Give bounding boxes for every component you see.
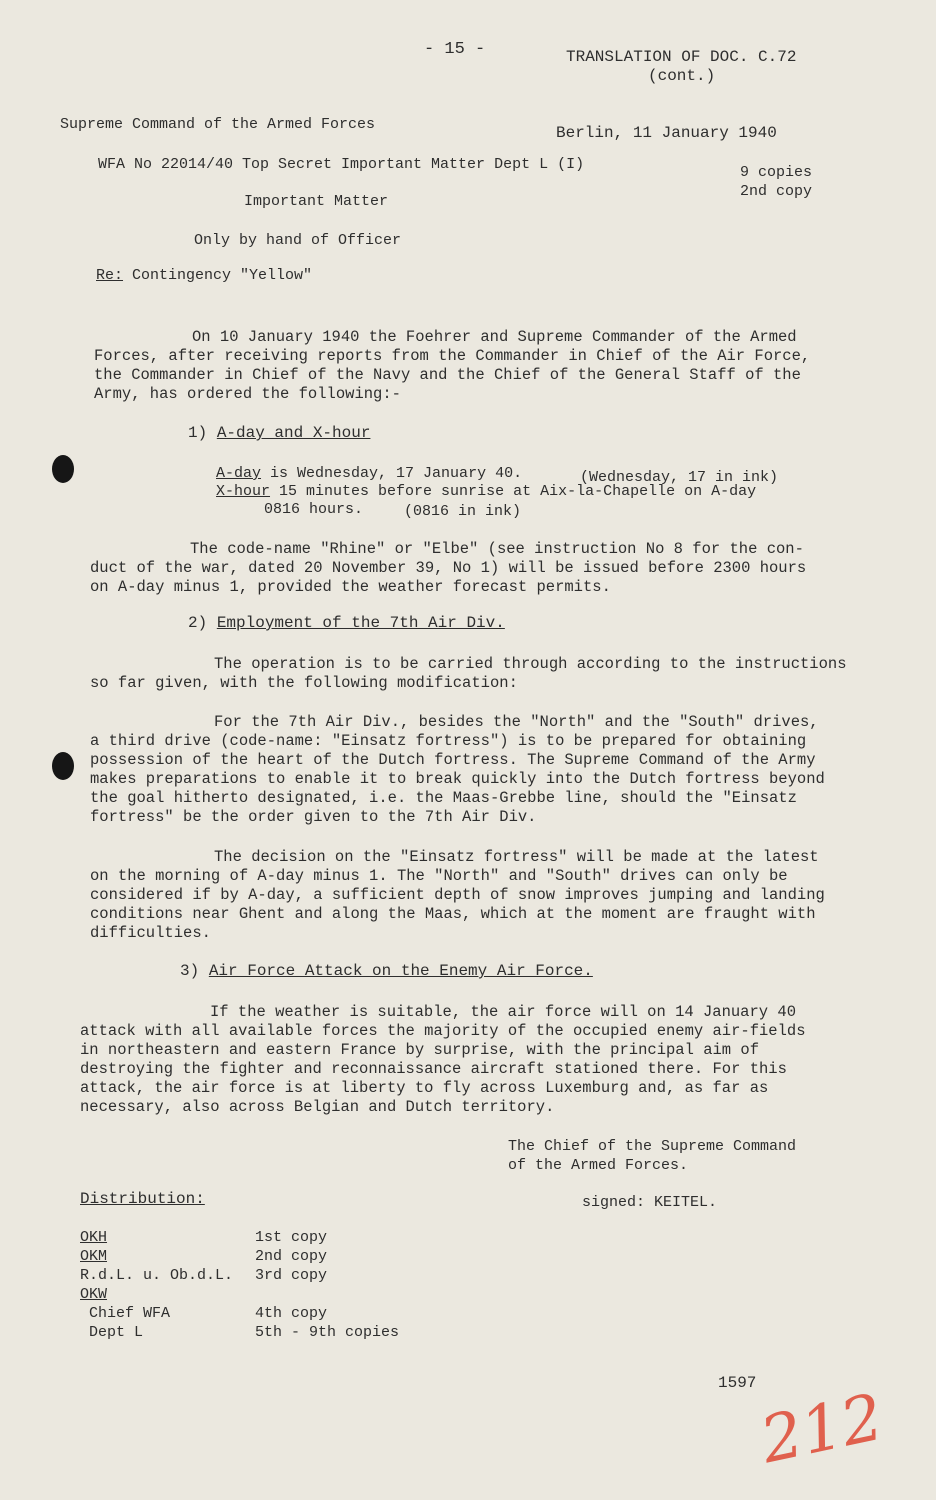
section2-line: difficulties. <box>90 924 211 942</box>
page-number: - 15 - <box>424 40 486 59</box>
aday-line <box>216 465 522 482</box>
section2-line: so far given, with the following modification: <box>90 674 518 692</box>
xhour-time: 0816 hours. <box>264 501 364 518</box>
intro-line: the Commander in Chief of the Navy and the Chief of the General Staff of the <box>94 366 801 384</box>
section2-number: 2) <box>188 614 208 632</box>
distribution-row <box>80 1247 399 1266</box>
section2-title: Employment of the 7th Air Div. <box>216 614 505 632</box>
re-subject: Contingency "Yellow" <box>132 267 313 284</box>
distribution-row <box>80 1285 399 1304</box>
section3-heading <box>180 962 593 980</box>
distribution-org: OKW <box>80 1286 108 1303</box>
section2-line: considered if by A-day, a sufficient depth of snow improves jumping and landing <box>90 886 825 904</box>
section3-title: Air Force Attack on the Enemy Air Force. <box>208 962 593 980</box>
section2-line: conditions near Ghent and along the Maas, which at the moment are fraught with <box>90 905 816 923</box>
letterhead-reference: WFA No 22014/40 Top Secret Important Matter Dept L (I) <box>98 156 585 173</box>
section2-paragraph-1 <box>90 655 847 693</box>
xhour-text: 15 minutes before sunrise at Aix-la-Chapelle on A-day <box>279 483 757 500</box>
section1-paragraph <box>90 540 806 597</box>
section2-line: For the 7th Air Div., besides the "North" and the "South" drives, <box>214 713 819 731</box>
re-label: Re: <box>96 267 124 284</box>
xhour-line <box>216 483 756 500</box>
section1-title: A-day and X-hour <box>216 424 371 442</box>
distribution-row <box>80 1228 399 1247</box>
distribution-list <box>80 1228 399 1342</box>
translation-title: TRANSLATION OF DOC. C.72 <box>566 48 797 66</box>
section1-number: 1) <box>188 424 208 442</box>
translation-cont: (cont.) <box>648 67 716 85</box>
handwritten-page-number-stamp <box>754 1380 890 1479</box>
distribution-row <box>80 1266 399 1285</box>
classification: Important Matter <box>244 193 389 210</box>
section2-line: the goal hitherto designated, i.e. the Maas-Grebbe line, should the "Einsatz <box>90 789 797 807</box>
intro-line: Army, has ordered the following:- <box>94 385 401 403</box>
signature-title-2: of the Armed Forces. <box>508 1157 689 1174</box>
distribution-row <box>80 1304 399 1323</box>
section2-line: makes preparations to enable it to break quickly into the Dutch fortress beyond <box>90 770 825 788</box>
section2-heading <box>188 614 505 632</box>
section2-line: on the morning of A-day minus 1. The "North" and "South" drives can only be <box>90 867 788 885</box>
section1-line: duct of the war, dated 20 November 39, No 1) will be issued before 2300 hours <box>90 559 807 577</box>
distribution-org: Dept L <box>80 1324 144 1341</box>
intro-paragraph <box>94 328 810 404</box>
section2-line: a third drive (code-name: "Einsatz fortress") is to be prepared for obtaining <box>90 732 807 750</box>
section2-paragraph-3 <box>90 848 825 943</box>
section3-paragraph <box>80 1003 806 1117</box>
document-number: 1597 <box>718 1374 757 1392</box>
aday-label: A-day <box>216 465 262 482</box>
stamp-number: 212 <box>754 1380 890 1479</box>
distribution-copy: 3rd copy <box>255 1267 328 1284</box>
distribution-org: R.d.L. u. Ob.d.L. <box>80 1267 234 1284</box>
section2-line: The operation is to be carried through according to the instructions <box>214 655 847 673</box>
distribution-copy: 5th - 9th copies <box>255 1324 400 1341</box>
handling-note: Only by hand of Officer <box>194 232 402 249</box>
distribution-org: OKM <box>80 1248 108 1265</box>
signature-signed: signed: KEITEL. <box>582 1194 718 1211</box>
distribution-org: OKH <box>80 1229 108 1246</box>
distribution-copy: 1st copy <box>255 1229 328 1246</box>
section1-line: The code-name "Rhine" or "Elbe" (see instruction No 8 for the con- <box>190 540 804 558</box>
distribution-copy: 2nd copy <box>255 1248 328 1265</box>
distribution-heading: Distribution: <box>80 1190 205 1208</box>
section3-line: necessary, also across Belgian and Dutch territory. <box>80 1098 555 1116</box>
aday-text: is Wednesday, 17 January 40. <box>270 465 523 482</box>
subject-line <box>96 267 312 284</box>
section2-line: possession of the heart of the Dutch fortress. The Supreme Command of the Army <box>90 751 816 769</box>
section3-line: If the weather is suitable, the air force will on 14 January 40 <box>210 1003 796 1021</box>
section1-heading <box>188 424 370 442</box>
section3-line: attack with all available forces the majority of the occupied enemy air-fields <box>80 1022 806 1040</box>
section2-paragraph-2 <box>90 713 825 827</box>
copies-count: 9 copies <box>740 164 813 181</box>
signature-title-1: The Chief of the Supreme Command <box>508 1138 797 1155</box>
punch-hole <box>52 455 74 483</box>
aday-ink-note: (Wednesday, 17 in ink) <box>580 469 779 486</box>
distribution-row <box>80 1323 399 1342</box>
section2-line: The decision on the "Einsatz fortress" will be made at the latest <box>214 848 819 866</box>
intro-line: On 10 January 1940 the Foehrer and Supreme Commander of the Armed <box>192 328 797 346</box>
section3-line: attack, the air force is at liberty to fly across Luxemburg and, as far as <box>80 1079 769 1097</box>
section3-number: 3) <box>180 962 200 980</box>
distribution-copy: 4th copy <box>255 1305 328 1322</box>
letterhead-place-date: Berlin, 11 January 1940 <box>556 124 777 142</box>
section3-line: in northeastern and eastern France by surprise, with the principal aim of <box>80 1041 760 1059</box>
distribution-org: Chief WFA <box>80 1305 171 1322</box>
xhour-label: X-hour <box>216 483 271 500</box>
punch-hole <box>52 752 74 780</box>
xhour-ink-note: (0816 in ink) <box>404 503 522 520</box>
copy-number: 2nd copy <box>740 183 813 200</box>
letterhead-sender: Supreme Command of the Armed Forces <box>60 116 376 133</box>
section2-line: fortress" be the order given to the 7th Air Div. <box>90 808 537 826</box>
section3-line: destroying the fighter and reconnaissance aircraft stationed there. For this <box>80 1060 787 1078</box>
section1-line: on A-day minus 1, provided the weather forecast permits. <box>90 578 611 596</box>
intro-line: Forces, after receiving reports from the Commander in Chief of the Air Force, <box>94 347 811 365</box>
